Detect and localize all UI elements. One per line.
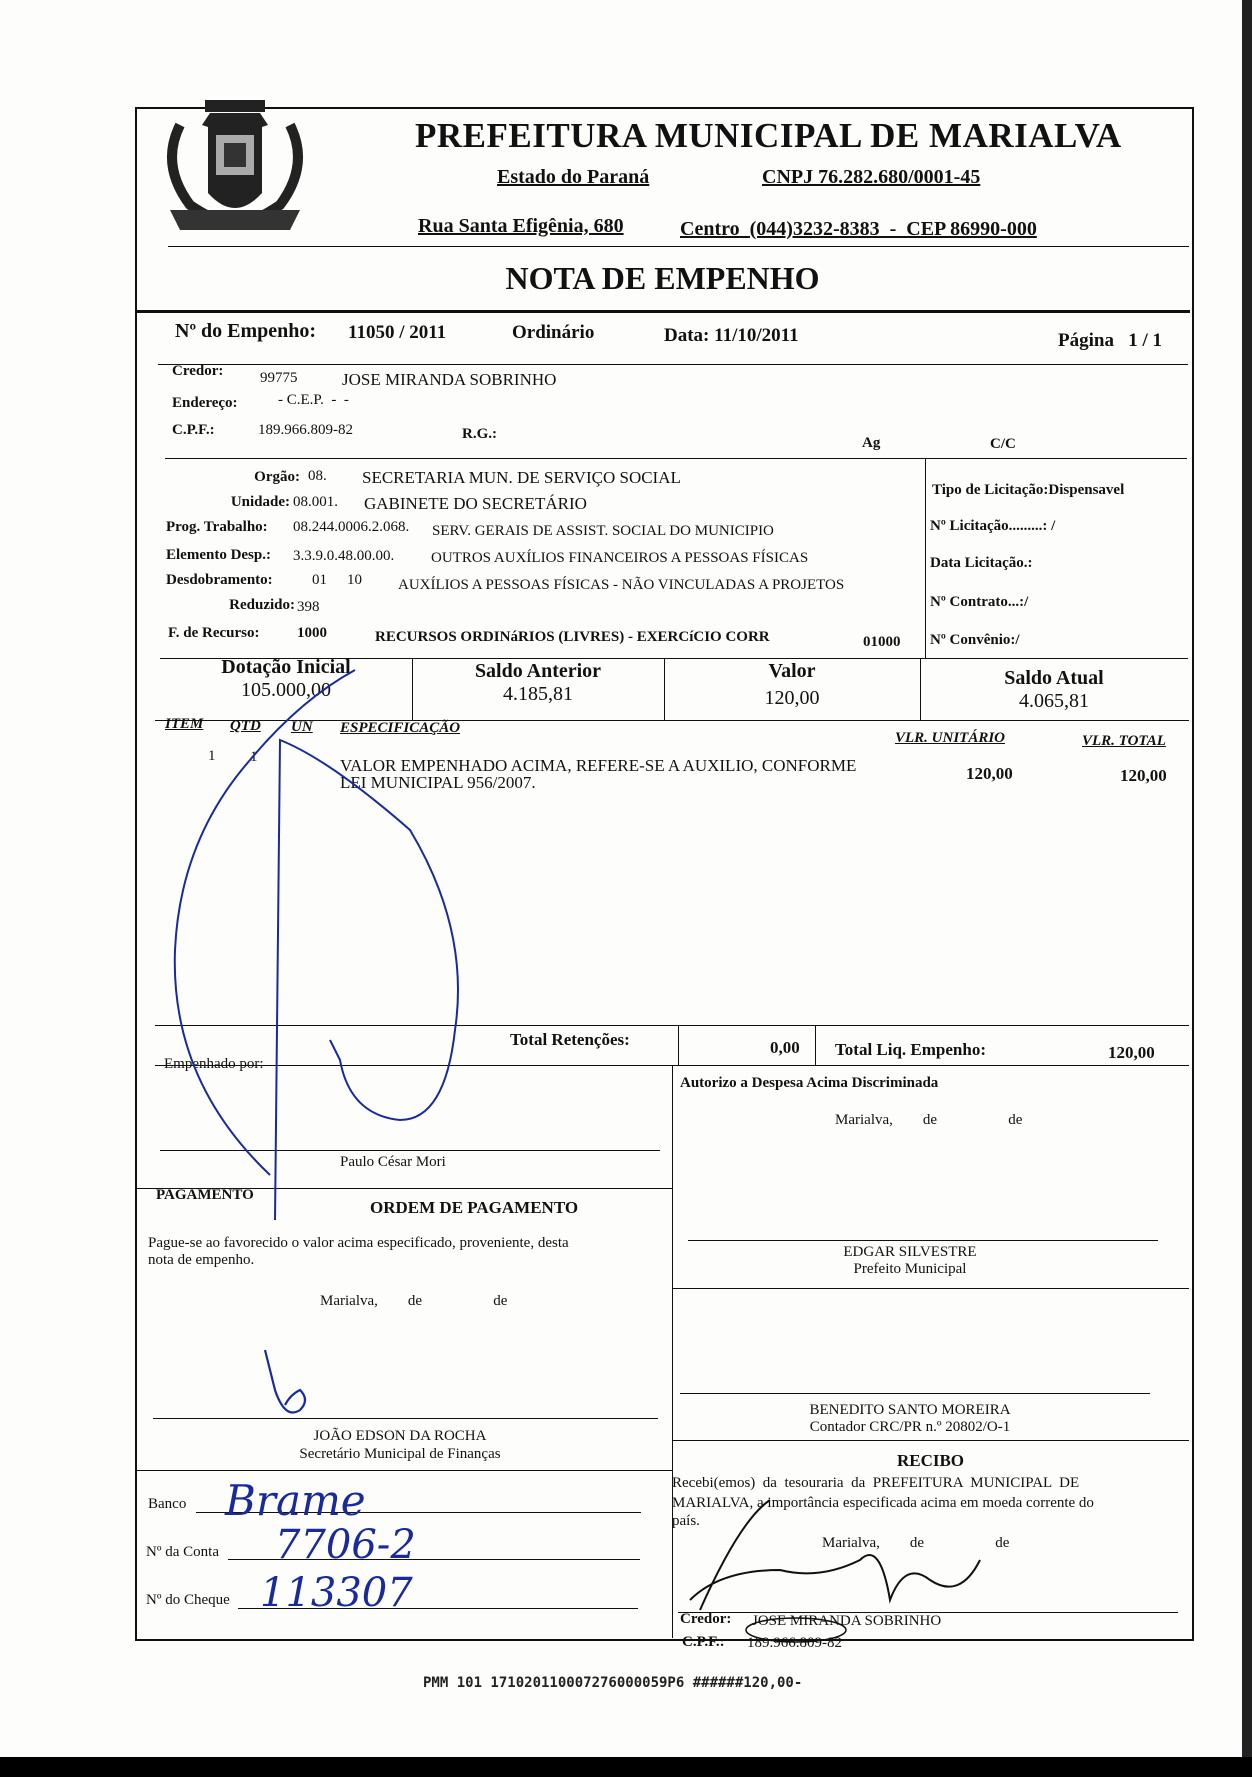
recibo-cpf-value: 189.966.809-82 xyxy=(747,1635,842,1651)
saldo-anterior-value: 4.185,81 xyxy=(503,683,573,705)
empenhado-name: Paulo César Mori xyxy=(340,1154,446,1170)
pagamento-text-line1: Pague-se ao favorecido o valor acima especificado, proveniente, desta xyxy=(148,1235,569,1251)
col-qtd: QTD xyxy=(230,718,261,734)
recibo-credor-name: JOSE MIRANDA SOBRINHO xyxy=(752,1613,942,1629)
address-contact: Centro (044)3232-8383 - CEP 86990-000 xyxy=(680,218,1037,240)
signature-stroke-2 xyxy=(275,740,458,1220)
col-especificacao: ESPECIFICAÇÃO xyxy=(340,720,461,736)
unidade-code: 08.001. xyxy=(293,494,338,510)
saldo-anterior-label: Saldo Anterior xyxy=(474,660,602,682)
cpf-value: 189.966.809-82 xyxy=(258,422,353,438)
retencoes-value: 0,00 xyxy=(770,1038,800,1057)
credor-label: Credor: xyxy=(172,363,224,379)
empenho-label: Nº do Empenho: xyxy=(175,320,317,342)
col-vlr-unitario: VLR. UNITÁRIO xyxy=(895,730,1006,746)
initials-stroke xyxy=(265,1350,305,1413)
cpf-label: C.P.F.: xyxy=(172,422,215,438)
orgao-label: Orgão: xyxy=(254,469,300,485)
empenho-number: 11050 / 2011 xyxy=(348,322,447,343)
col-vlr-total: VLR. TOTAL xyxy=(1082,733,1166,749)
autorizo-city-date: Marialva, de de xyxy=(835,1112,1023,1128)
item-unit-value: 120,00 xyxy=(966,764,1013,783)
elemento-code: 3.3.9.0.48.00.00. xyxy=(293,548,395,564)
banco-handwritten-value: Brame xyxy=(225,1476,366,1525)
empenho-type: Ordinário xyxy=(512,322,595,343)
empenhado-label: Empenhado por: xyxy=(164,1056,264,1072)
recibo-signature-stroke xyxy=(690,1500,980,1610)
recibo-text-line2: MARIALVA, a importância especificada acima em moeda corrente do xyxy=(672,1495,1094,1511)
state-label: Estado do Paraná xyxy=(497,166,650,188)
tipo-licitacao: Tipo de Licitação:Dispensavel xyxy=(932,482,1125,498)
ordem-pagamento-title: ORDEM DE PAGAMENTO xyxy=(370,1198,579,1217)
item-number: 1 xyxy=(208,748,216,764)
recibo-credor-label: Credor: xyxy=(680,1611,732,1627)
pagamento-city-date: Marialva, de de xyxy=(320,1293,508,1309)
cc-label: C/C xyxy=(990,436,1016,452)
col-item: ITEM xyxy=(165,716,204,732)
page-number: Página 1 / 1 xyxy=(1058,330,1162,351)
elemento-name: OUTROS AUXÍLIOS FINANCEIROS A PESSOAS FÍSICAS xyxy=(431,550,809,566)
rg-label: R.G.: xyxy=(462,426,497,442)
saldo-atual-label: Saldo Atual xyxy=(1004,667,1104,689)
conta-handwritten-value: 7706-2 xyxy=(275,1522,416,1568)
recibo-text-line1: Recebi(emos) da tesouraria da PREFEITURA MUNICIPAL DE xyxy=(672,1475,1080,1491)
recibo-city-date: Marialva, de de xyxy=(822,1535,1010,1551)
data-licitacao: Data Licitação.: xyxy=(930,555,1033,571)
contador-title: Contador CRC/PR n.º 20802/O-1 xyxy=(809,1419,1011,1435)
dotacao-inicial-label: Dotação Inicial xyxy=(221,656,351,678)
elemento-label: Elemento Desp.: xyxy=(166,547,271,563)
orgao-name: SECRETARIA MUN. DE SERVIÇO SOCIAL xyxy=(362,468,681,487)
autorizo-text: Autorizo a Despesa Acima Discriminada xyxy=(680,1075,939,1091)
address-label: Rua Santa Efigênia, 680 xyxy=(418,215,624,237)
item-qtd: 1 xyxy=(250,749,258,765)
reduzido-value: 398 xyxy=(297,599,320,615)
signature-stroke xyxy=(175,670,355,1175)
endereco-value: - C.E.P. - - xyxy=(278,392,349,408)
endereco-label: Endereço: xyxy=(172,395,238,411)
cheque-label: Nº do Cheque xyxy=(146,1592,230,1608)
conta-label: Nº da Conta xyxy=(146,1544,219,1560)
valor-label: Valor xyxy=(768,660,816,682)
desdobramento-sub: 10 xyxy=(347,572,362,588)
recurso-name: RECURSOS ORDINáRIOS (LIVRES) - EXERCíCIO CORR xyxy=(375,629,770,645)
item-spec-line1: VALOR EMPENHADO ACIMA, REFERE-SE A AUXILIO, CONFORME xyxy=(340,756,857,775)
unidade-label: Unidade: xyxy=(230,494,290,510)
credor-name: JOSE MIRANDA SOBRINHO xyxy=(342,370,557,389)
recurso-label: F. de Recurso: xyxy=(168,625,260,641)
unidade-name: GABINETE DO SECRETÁRIO xyxy=(364,494,587,513)
contador-name: BENEDITO SANTO MOREIRA xyxy=(809,1402,1011,1418)
secretario-title: Secretário Municipal de Finanças xyxy=(299,1446,501,1462)
recibo-title: RECIBO xyxy=(896,1451,965,1470)
prefeito-title: Prefeito Municipal xyxy=(853,1261,967,1277)
valor-value: 120,00 xyxy=(764,687,820,709)
recurso-code: 1000 xyxy=(297,625,327,641)
item-spec-line2: LEI MUNICIPAL 956/2007. xyxy=(340,773,536,792)
pagamento-text-line2: nota de empenho. xyxy=(148,1252,255,1268)
reduzido-label: Reduzido: xyxy=(229,597,295,613)
cheque-handwritten-value: 113307 xyxy=(260,1570,413,1616)
prog-code: 08.244.0006.2.068. xyxy=(293,519,410,535)
numero-contrato: Nº Contrato...:/ xyxy=(930,594,1029,610)
page-title: PREFEITURA MUNICIPAL DE MARIALVA xyxy=(415,116,1122,155)
recibo-cpf-label: C.P.F.: xyxy=(682,1634,725,1650)
dotacao-inicial-value: 105.000,00 xyxy=(241,679,331,701)
orgao-code: 08. xyxy=(308,468,327,484)
footer-code: PMM 101 171020110007276000059P6 ######120,00- xyxy=(423,1675,803,1691)
liquido-label: Total Liq. Empenho: xyxy=(835,1040,986,1059)
ag-label: Ag xyxy=(862,435,881,451)
liquido-value: 120,00 xyxy=(1108,1043,1155,1062)
cnpj-label: CNPJ 76.282.680/0001-45 xyxy=(762,166,981,188)
recurso-code2: 01000 xyxy=(863,634,901,650)
desdobramento-name: AUXÍLIOS A PESSOAS FÍSICAS - NÃO VINCULADAS A PROJETOS xyxy=(398,577,845,593)
empenho-date: Data: 11/10/2011 xyxy=(664,325,799,346)
numero-convenio: Nº Convênio:/ xyxy=(930,632,1020,648)
secretario-name: JOÃO EDSON DA ROCHA xyxy=(313,1428,487,1444)
col-un: UN xyxy=(291,719,313,735)
pagamento-label: PAGAMENTO xyxy=(156,1187,254,1203)
retencoes-label: Total Retenções: xyxy=(510,1030,630,1049)
recibo-text-line3: país. xyxy=(672,1513,700,1529)
saldo-atual-value: 4.065,81 xyxy=(1019,690,1089,712)
desdobramento-label: Desdobramento: xyxy=(166,572,273,588)
banco-label: Banco xyxy=(148,1496,187,1512)
prog-name: SERV. GERAIS DE ASSIST. SOCIAL DO MUNICIPIO xyxy=(432,523,774,539)
prog-label: Prog. Trabalho: xyxy=(166,519,268,535)
prefeito-name: EDGAR SILVESTRE xyxy=(843,1244,977,1260)
numero-licitacao: Nº Licitação.........: / xyxy=(930,518,1056,534)
item-total-value: 120,00 xyxy=(1120,766,1167,785)
desdobramento-code: 01 xyxy=(312,572,327,588)
document-title: NOTA DE EMPENHO xyxy=(505,260,820,296)
credor-code: 99775 xyxy=(260,370,298,386)
